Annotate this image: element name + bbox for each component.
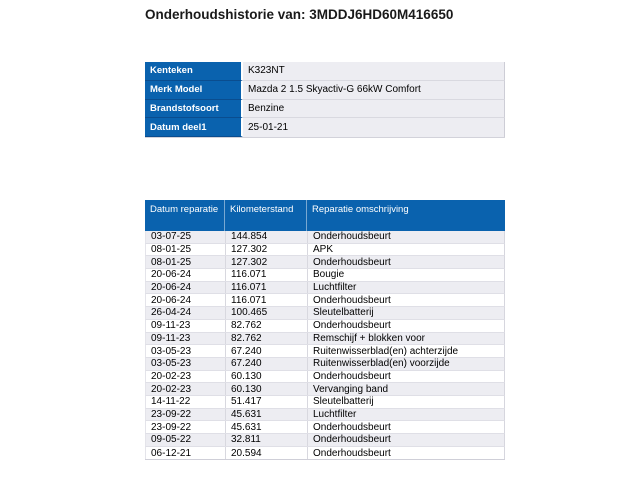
repair-description-cell: Onderhoudsbeurt: [307, 231, 504, 243]
mileage-cell: 144.854: [225, 231, 307, 243]
repair-date-cell: 20-02-23: [151, 383, 192, 395]
page-title: Onderhoudshistorie van: 3MDDJ6HD60M416650: [145, 7, 454, 22]
vehicle-info-label: Kenteken: [145, 62, 243, 81]
repair-description-cell: Ruitenwisserblad(en) voorzijde: [307, 358, 504, 370]
repair-date-cell: 03-05-23: [151, 358, 192, 370]
repair-description-cell: Onderhoudsbeurt: [307, 320, 504, 332]
vehicle-info-row: [145, 100, 505, 119]
table-row: [145, 231, 505, 244]
repair-description-cell: Bougie: [307, 269, 504, 281]
vehicle-info-value: Mazda 2 1.5 Skyactiv-G 66kW Comfort: [243, 81, 505, 100]
repair-date-cell: 20-06-24: [151, 294, 192, 306]
table-row: [145, 396, 505, 409]
table-row: [145, 358, 505, 371]
mileage-cell: 32.811: [225, 434, 307, 446]
mileage-cell: 45.631: [225, 421, 307, 433]
mileage-cell: 60.130: [225, 371, 307, 383]
repair-description-cell: Ruitenwisserblad(en) achterzijde: [307, 345, 504, 357]
table-row: [145, 434, 505, 447]
mileage-cell: 116.071: [225, 294, 307, 306]
repair-description-cell: Sleutelbatterij: [307, 396, 504, 408]
mileage-cell: 127.302: [225, 244, 307, 256]
vehicle-info-value: 25-01-21: [243, 118, 505, 137]
repair-description-cell: Onderhoudsbeurt: [307, 447, 504, 460]
vehicle-info-label: Datum deel1: [145, 118, 243, 137]
mileage-cell: 20.594: [225, 447, 307, 460]
table-row: [145, 371, 505, 384]
column-header-kilometerstand: Kilometerstand: [224, 200, 306, 231]
history-table: [145, 200, 505, 460]
repair-description-cell: Vervanging band: [307, 383, 504, 395]
table-row: [145, 409, 505, 422]
mileage-cell: 67.240: [225, 358, 307, 370]
repair-date-cell: 03-07-25: [151, 231, 192, 243]
table-row: [145, 320, 505, 333]
table-row: [145, 333, 505, 346]
table-row: [145, 345, 505, 358]
repair-date-cell: 09-11-23: [151, 332, 191, 344]
table-row: [145, 307, 505, 320]
repair-description-cell: Luchtfilter: [307, 409, 504, 421]
history-table-body: [145, 231, 505, 460]
repair-date-cell: 20-06-24: [151, 269, 192, 281]
repair-description-cell: Onderhoudsbeurt: [307, 294, 504, 306]
repair-description-cell: APK: [307, 244, 504, 256]
repair-date-cell: 23-09-22: [151, 408, 192, 420]
table-row: [145, 256, 505, 269]
repair-date-cell: 08-01-25: [151, 256, 192, 268]
repair-date-cell: 03-05-23: [151, 345, 192, 357]
repair-date-cell: 20-02-23: [151, 370, 192, 382]
repair-date-cell: 20-06-24: [151, 282, 192, 294]
repair-date-cell: 08-01-25: [151, 244, 192, 256]
table-row: [145, 294, 505, 307]
repair-description-cell: Sleutelbatterij: [307, 307, 504, 319]
vehicle-info-value: K323NT: [243, 62, 505, 81]
repair-date-cell: 14-11-22: [151, 396, 191, 408]
repair-description-cell: Onderhoudsbeurt: [307, 421, 504, 433]
repair-description-cell: Remschijf + blokken voor: [307, 333, 504, 345]
mileage-cell: 100.465: [225, 307, 307, 319]
repair-description-cell: Luchtfilter: [307, 282, 504, 294]
vehicle-info-value: Benzine: [243, 100, 505, 119]
mileage-cell: 51.417: [225, 396, 307, 408]
column-header-datum-reparatie: Datum reparatie: [150, 204, 219, 215]
mileage-cell: 67.240: [225, 345, 307, 357]
table-row: [145, 383, 505, 396]
repair-date-cell: 09-11-23: [151, 320, 191, 332]
vehicle-info-row: [145, 118, 505, 137]
table-row: [145, 244, 505, 257]
mileage-cell: 116.071: [225, 282, 307, 294]
repair-description-cell: Onderhoudsbeurt: [307, 256, 504, 268]
table-row: [145, 269, 505, 282]
table-row: [145, 447, 505, 460]
mileage-cell: 116.071: [225, 269, 307, 281]
repair-description-cell: Onderhoudsbeurt: [307, 434, 504, 446]
table-row: [145, 421, 505, 434]
history-table-header: [145, 200, 505, 231]
repair-description-cell: Onderhoudsbeurt: [307, 371, 504, 383]
table-row: [145, 282, 505, 295]
vehicle-info-label: Brandstofsoort: [145, 100, 243, 119]
vehicle-info-row: [145, 81, 505, 100]
repair-date-cell: 09-05-22: [151, 434, 192, 446]
repair-date-cell: 23-09-22: [151, 421, 192, 433]
mileage-cell: 60.130: [225, 383, 307, 395]
mileage-cell: 82.762: [225, 333, 307, 345]
repair-date-cell: 26-04-24: [151, 307, 192, 319]
vehicle-info-table: [145, 62, 505, 138]
vehicle-info-row: [145, 62, 505, 81]
column-header-reparatie-omschrijving: Reparatie omschrijving: [306, 200, 505, 231]
mileage-cell: 82.762: [225, 320, 307, 332]
mileage-cell: 45.631: [225, 409, 307, 421]
mileage-cell: 127.302: [225, 256, 307, 268]
vehicle-info-label: Merk Model: [145, 81, 243, 100]
repair-date-cell: 06-12-21: [151, 447, 192, 459]
